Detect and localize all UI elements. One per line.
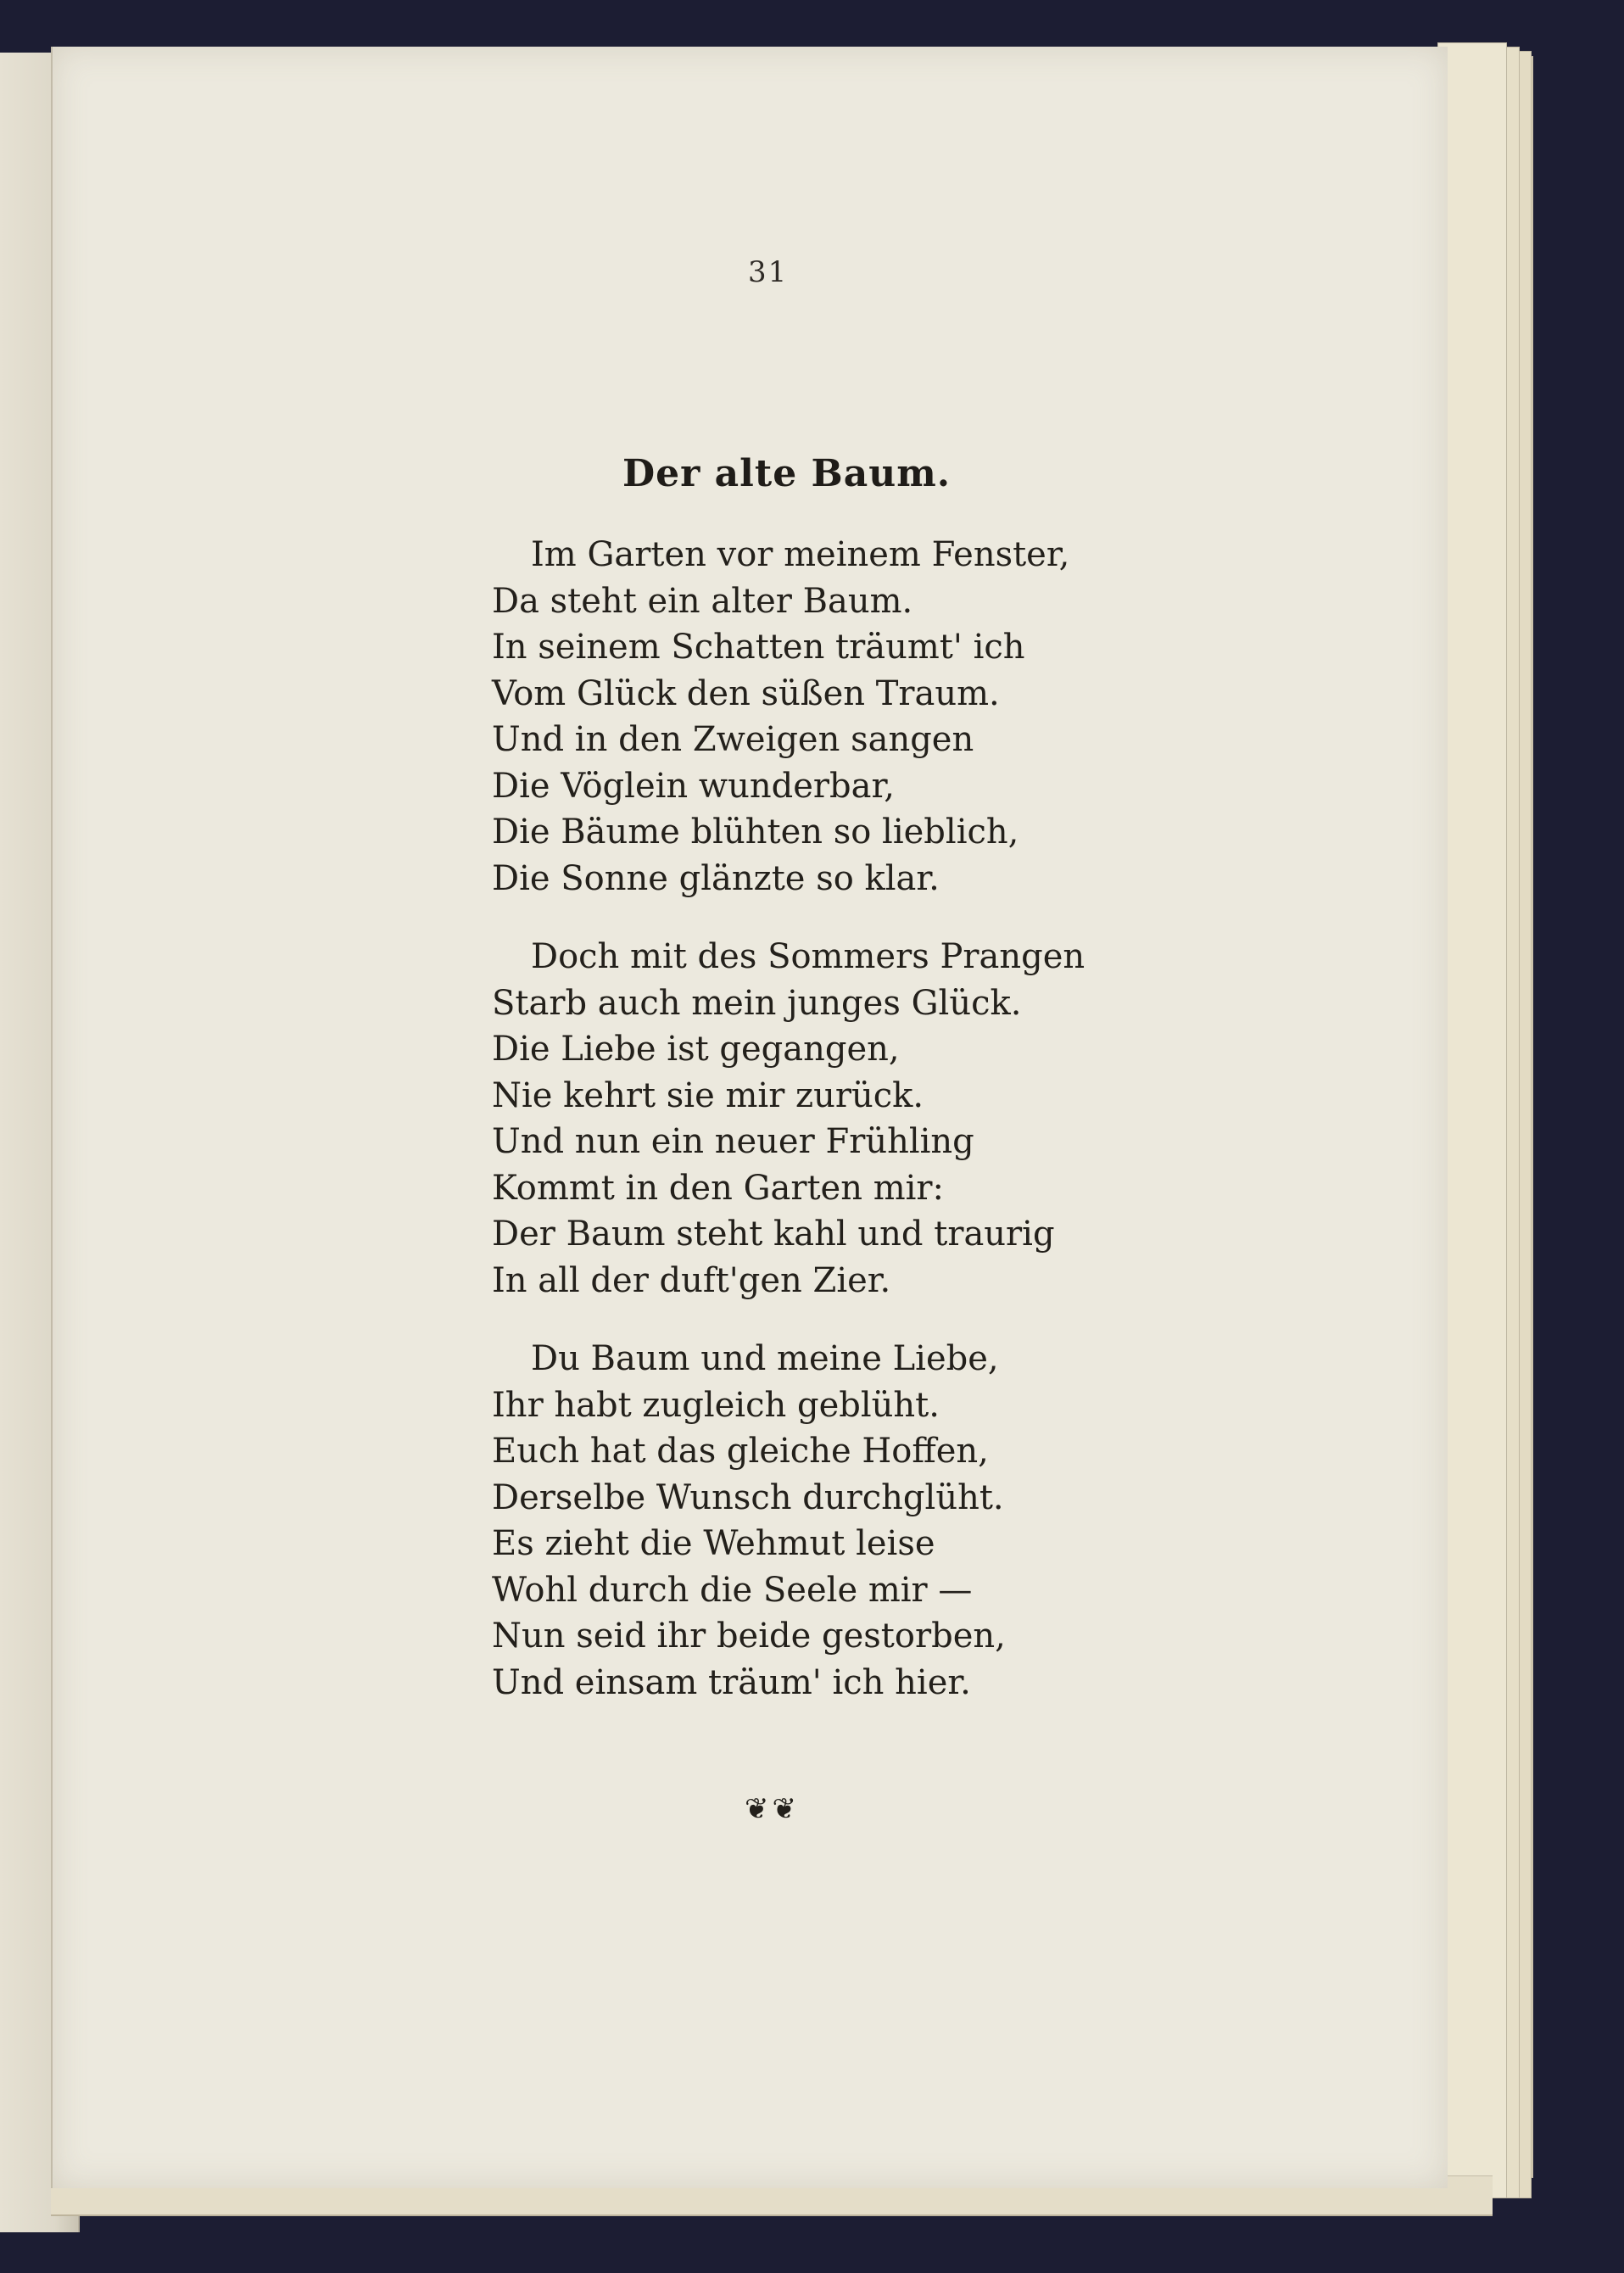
poem-line: Starb auch mein junges Glück. xyxy=(492,983,1022,1023)
page-number: 31 xyxy=(748,255,789,289)
poem-line: Und einsam träum' ich hier. xyxy=(492,1662,971,1702)
poem-line: Die Sonne glänzte so klar. xyxy=(492,858,940,898)
poem-line: Du Baum und meine Liebe, xyxy=(531,1339,999,1378)
poem-line: Die Liebe ist gegangen, xyxy=(492,1030,900,1069)
poem-line: In seinem Schatten träumt' ich xyxy=(492,628,1025,667)
poem-line: Doch mit des Sommers Prangen xyxy=(531,937,1085,976)
poem-line: Und in den Zweigen sangen xyxy=(492,720,974,759)
poem-line: Im Garten vor meinem Fenster, xyxy=(531,535,1070,574)
stanza-2 xyxy=(492,934,1119,1304)
fleuron-ornament-icon: ❦❦ xyxy=(745,1792,800,1826)
poem-line: Wohl durch die Seele mir — xyxy=(492,1570,973,1610)
poem-line: Der Baum steht kahl und traurig xyxy=(492,1215,1055,1254)
stanza-3 xyxy=(492,1336,1119,1706)
poem-line: Nun seid ihr beide gestorben, xyxy=(492,1617,1006,1656)
poem-line: Die Vöglein wunderbar, xyxy=(492,766,895,806)
poem-line: Ihr habt zugleich geblüht. xyxy=(492,1385,940,1425)
poem-line: Nie kehrt sie mir zurück. xyxy=(492,1075,924,1115)
stanza-1 xyxy=(492,532,1119,902)
poem-line: Euch hat das gleiche Hoffen, xyxy=(492,1432,989,1471)
poem-line: In all der duft'gen Zier. xyxy=(492,1260,891,1300)
poem-line: Kommt in den Garten mir: xyxy=(492,1168,945,1208)
poem-line: Derselbe Wunsch durchglüht. xyxy=(492,1477,1004,1517)
poem-title: Der alte Baum. xyxy=(622,452,952,495)
poem-line: Da steht ein alter Baum. xyxy=(492,581,913,621)
poem-line: Vom Glück den süßen Traum. xyxy=(492,673,1000,713)
page-stack-edge xyxy=(1437,42,1507,2198)
poem-line: Und nun ein neuer Frühling xyxy=(492,1122,974,1161)
book-page xyxy=(51,47,1448,2188)
poem-body xyxy=(492,532,1119,1738)
poem-line: Es zieht die Wehmut leise xyxy=(492,1524,935,1563)
poem-line: Die Bäume blühten so lieblich, xyxy=(492,813,1019,852)
